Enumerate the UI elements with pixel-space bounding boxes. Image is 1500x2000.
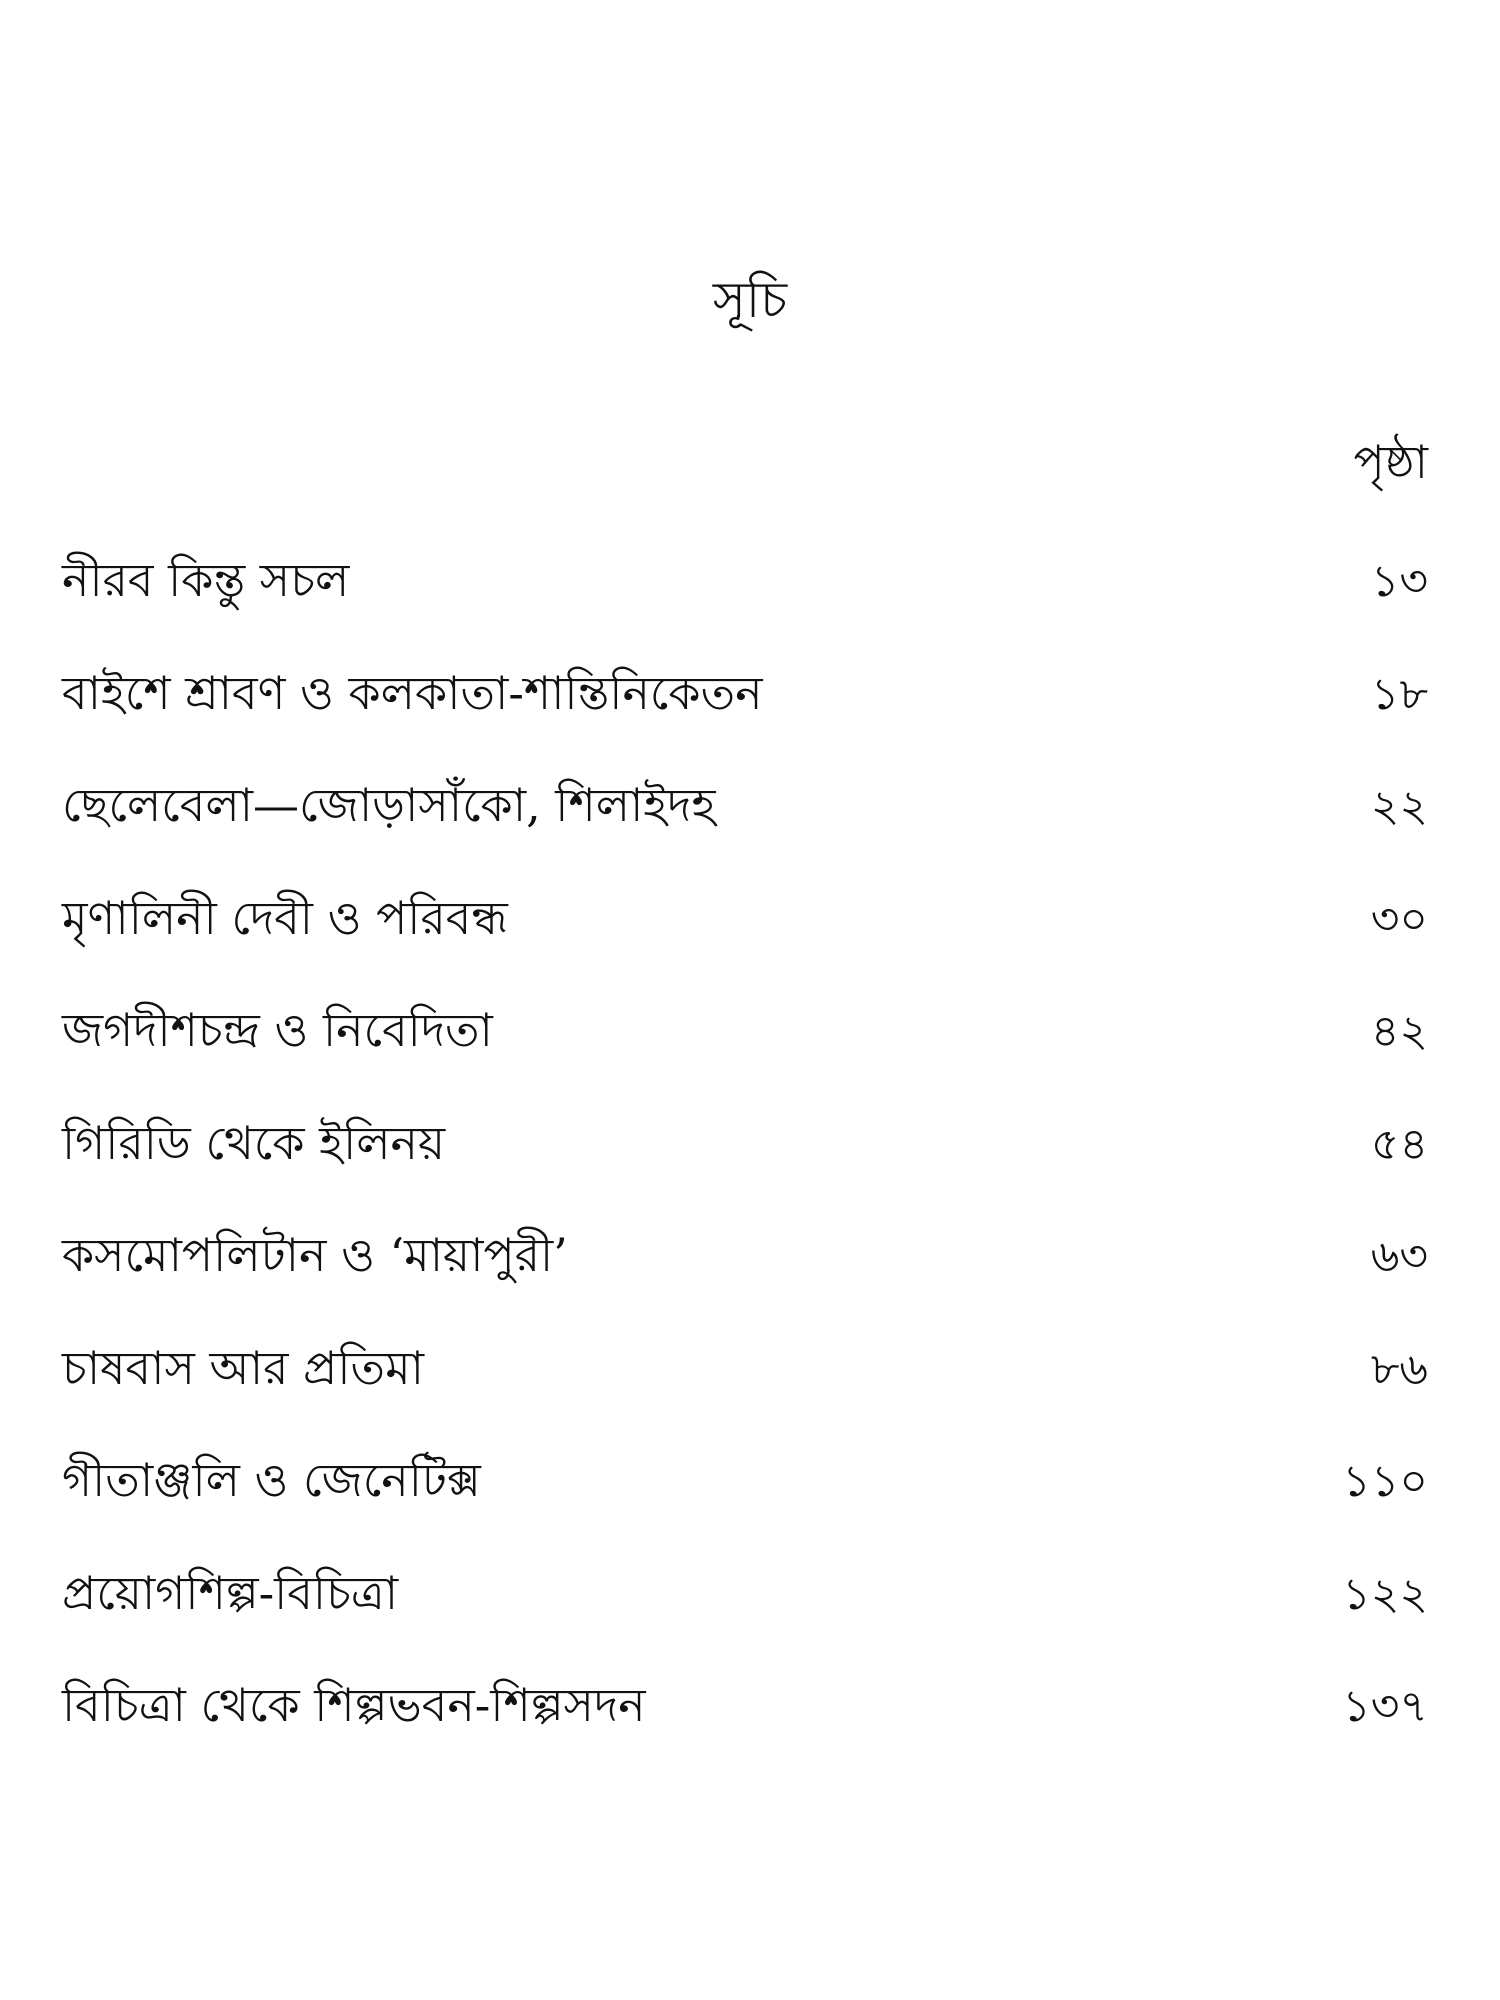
toc-entry-page: ১১০ — [1342, 1456, 1428, 1507]
toc-entry — [62, 773, 1428, 886]
toc-entry-title: চাষবাস আর প্রতিমা — [62, 1340, 424, 1395]
toc-entry — [62, 661, 1428, 774]
toc-entry-title: প্রয়োগশিল্প-বিচিত্রা — [62, 1565, 399, 1620]
toc-entry-title: গিরিডি থেকে ইলিনয় — [62, 1115, 446, 1170]
toc-entry-page: ১৩৭ — [1342, 1681, 1428, 1732]
toc-entry — [62, 1448, 1428, 1561]
page-number-column-label: পৃষ্ঠা — [1353, 435, 1428, 489]
toc-entry-page: ১৮ — [1370, 668, 1428, 720]
toc-entry-page: ১৩ — [1370, 556, 1428, 607]
toc-entry-title: মৃণালিনী দেবী ও পরিবন্ধ — [62, 890, 508, 945]
toc-entry-page: ১২২ — [1342, 1568, 1428, 1620]
toc-entry — [62, 1336, 1428, 1449]
toc-entry — [62, 1673, 1428, 1786]
toc-entry-page: ৩০ — [1370, 893, 1428, 945]
toc-entry-page: ৮৬ — [1370, 1343, 1428, 1395]
toc-entry — [62, 1561, 1428, 1674]
page-title: সূচি — [712, 271, 788, 329]
toc-entry-title: বিচিত্রা থেকে শিল্পভবন-শিল্পসদন — [62, 1678, 646, 1732]
toc-entry-title: কসমোপলিটান ও ‘মায়াপুরী’ — [62, 1228, 568, 1282]
toc-entry-title: জগদীশচন্দ্র ও নিবেদিতা — [62, 1003, 493, 1057]
toc-entry — [62, 886, 1428, 999]
toc-entry — [62, 1223, 1428, 1336]
toc-entry-page: ৫৪ — [1370, 1118, 1428, 1170]
toc-entry-title: নীরব কিন্তু সচল — [62, 553, 350, 607]
toc-entry-page: ২২ — [1370, 781, 1428, 832]
toc-entry-title: গীতাঞ্জলি ও জেনেটিক্স — [62, 1453, 481, 1507]
toc-entry-title: ছেলেবেলা—জোড়াসাঁকো, শিলাইদহ — [62, 778, 716, 832]
toc-entry-title: বাইশে শ্রাবণ ও কলকাতা-শান্তিনিকেতন — [62, 665, 763, 720]
toc-entry-page: ৬৩ — [1370, 1231, 1428, 1282]
toc-entry-page: ৪২ — [1370, 1006, 1428, 1057]
toc-entry — [62, 998, 1428, 1111]
toc-entry — [62, 548, 1428, 661]
toc-entry — [62, 1111, 1428, 1224]
table-of-contents — [62, 548, 1428, 1786]
